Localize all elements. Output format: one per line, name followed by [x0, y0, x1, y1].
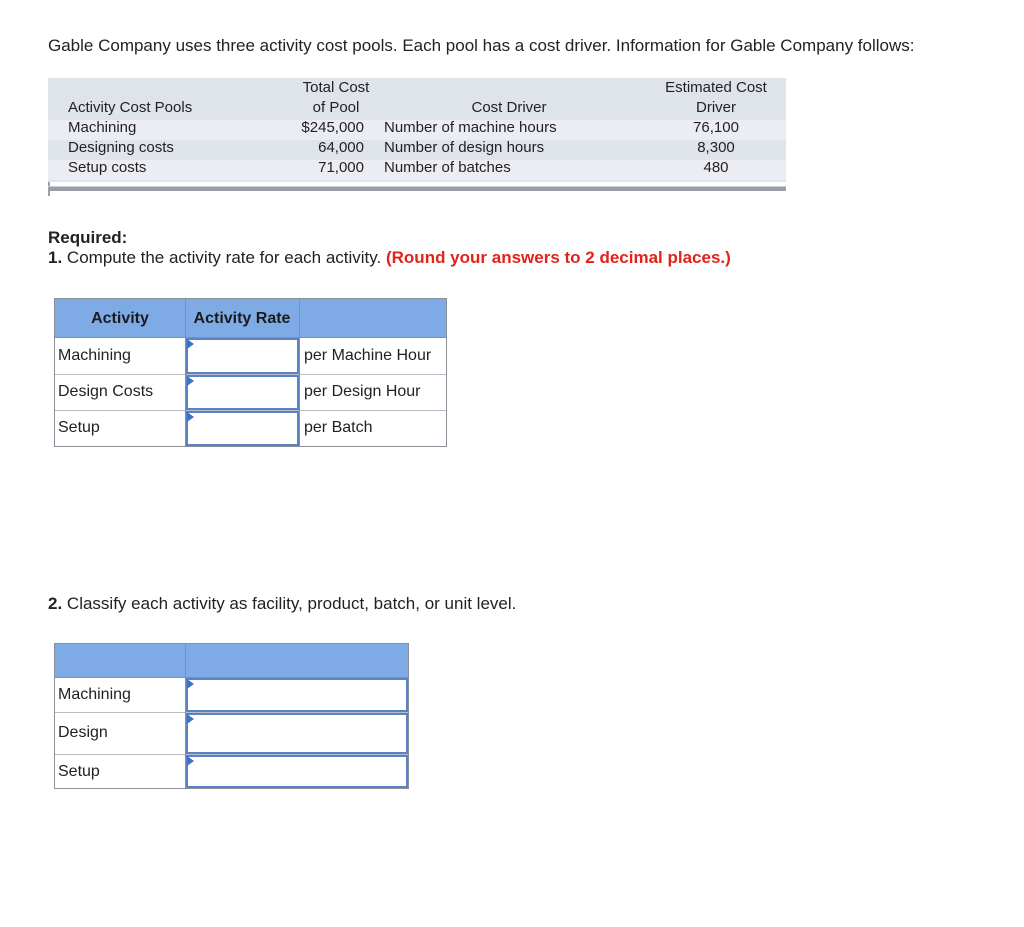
question-1 [48, 248, 731, 268]
question-2 [48, 594, 516, 614]
input-marker-icon [187, 714, 194, 724]
rounding-hint: (Round your answers to 2 decimal places.) [385, 248, 731, 267]
header-total-cost-line1: Total Cost [302, 79, 370, 96]
setup-rate-input[interactable] [186, 411, 299, 446]
header-level [186, 651, 408, 671]
pool-name: Machining [68, 119, 137, 136]
header-estimated-line2: Driver [696, 99, 736, 116]
setup-level-select[interactable] [186, 755, 408, 788]
cost-pool-table [48, 78, 786, 196]
unit-per-design-hour: per Design Hour [304, 383, 421, 400]
activity-machining: Machining [58, 347, 131, 364]
pool-estimated-driver: 76,100 [693, 119, 739, 136]
required-label: Required: [48, 228, 128, 247]
pool-name: Setup costs [68, 159, 147, 176]
pool-estimated-driver: 8,300 [697, 139, 735, 156]
input-marker-icon [187, 376, 194, 386]
input-marker-icon [187, 679, 194, 689]
intro-text: Gable Company uses three activity cost pools. Each pool has a cost driver. Information for Gable Company follows: [48, 36, 915, 55]
column-divider [299, 299, 300, 446]
pool-cost-driver: Number of batches [384, 159, 511, 176]
pool-total-cost: $245,000 [301, 119, 364, 136]
unit-per-machine-hour: per Machine Hour [304, 347, 432, 364]
machining-level-select[interactable] [186, 678, 408, 712]
table-frame-bottom [48, 186, 786, 191]
pool-estimated-driver: 480 [703, 159, 729, 176]
activity-setup: Setup [58, 419, 100, 436]
activity-design-costs: Design Costs [58, 383, 154, 400]
input-marker-icon [187, 339, 194, 349]
input-marker-icon [187, 756, 194, 766]
pool-total-cost: 64,000 [318, 139, 364, 156]
machining-rate-input[interactable] [186, 338, 299, 374]
pool-cost-driver: Number of machine hours [384, 119, 557, 136]
classify-activity-machining: Machining [58, 686, 131, 703]
classification-table [54, 643, 409, 789]
header-unit [299, 309, 446, 329]
classify-activity-setup: Setup [58, 763, 100, 780]
question-2-text: Classify each activity as facility, product, batch, or unit level. [66, 594, 517, 613]
header-activity [55, 651, 185, 671]
question-1-number: 1. [48, 248, 63, 267]
classify-activity-design: Design [58, 724, 108, 741]
activity-rate-table [54, 298, 447, 447]
header-activity: Activity [91, 310, 149, 327]
header-cost-driver: Cost Driver [471, 99, 547, 116]
header-total-cost-line2: of Pool [312, 99, 360, 116]
input-marker-icon [187, 412, 194, 422]
header-activity-cost-pools: Activity Cost Pools [68, 99, 193, 116]
design-rate-input[interactable] [186, 375, 299, 410]
header-activity-rate: Activity Rate [193, 310, 291, 327]
unit-per-batch: per Batch [304, 419, 373, 436]
pool-total-cost: 71,000 [318, 159, 364, 176]
pool-cost-driver: Number of design hours [384, 139, 545, 156]
design-level-select[interactable] [186, 713, 408, 754]
question-2-number: 2. [48, 594, 63, 613]
question-1-text: Compute the activity rate for each activity. [66, 248, 382, 267]
header-estimated-line1: Estimated Cost [665, 79, 767, 96]
pool-name: Designing costs [68, 139, 174, 156]
